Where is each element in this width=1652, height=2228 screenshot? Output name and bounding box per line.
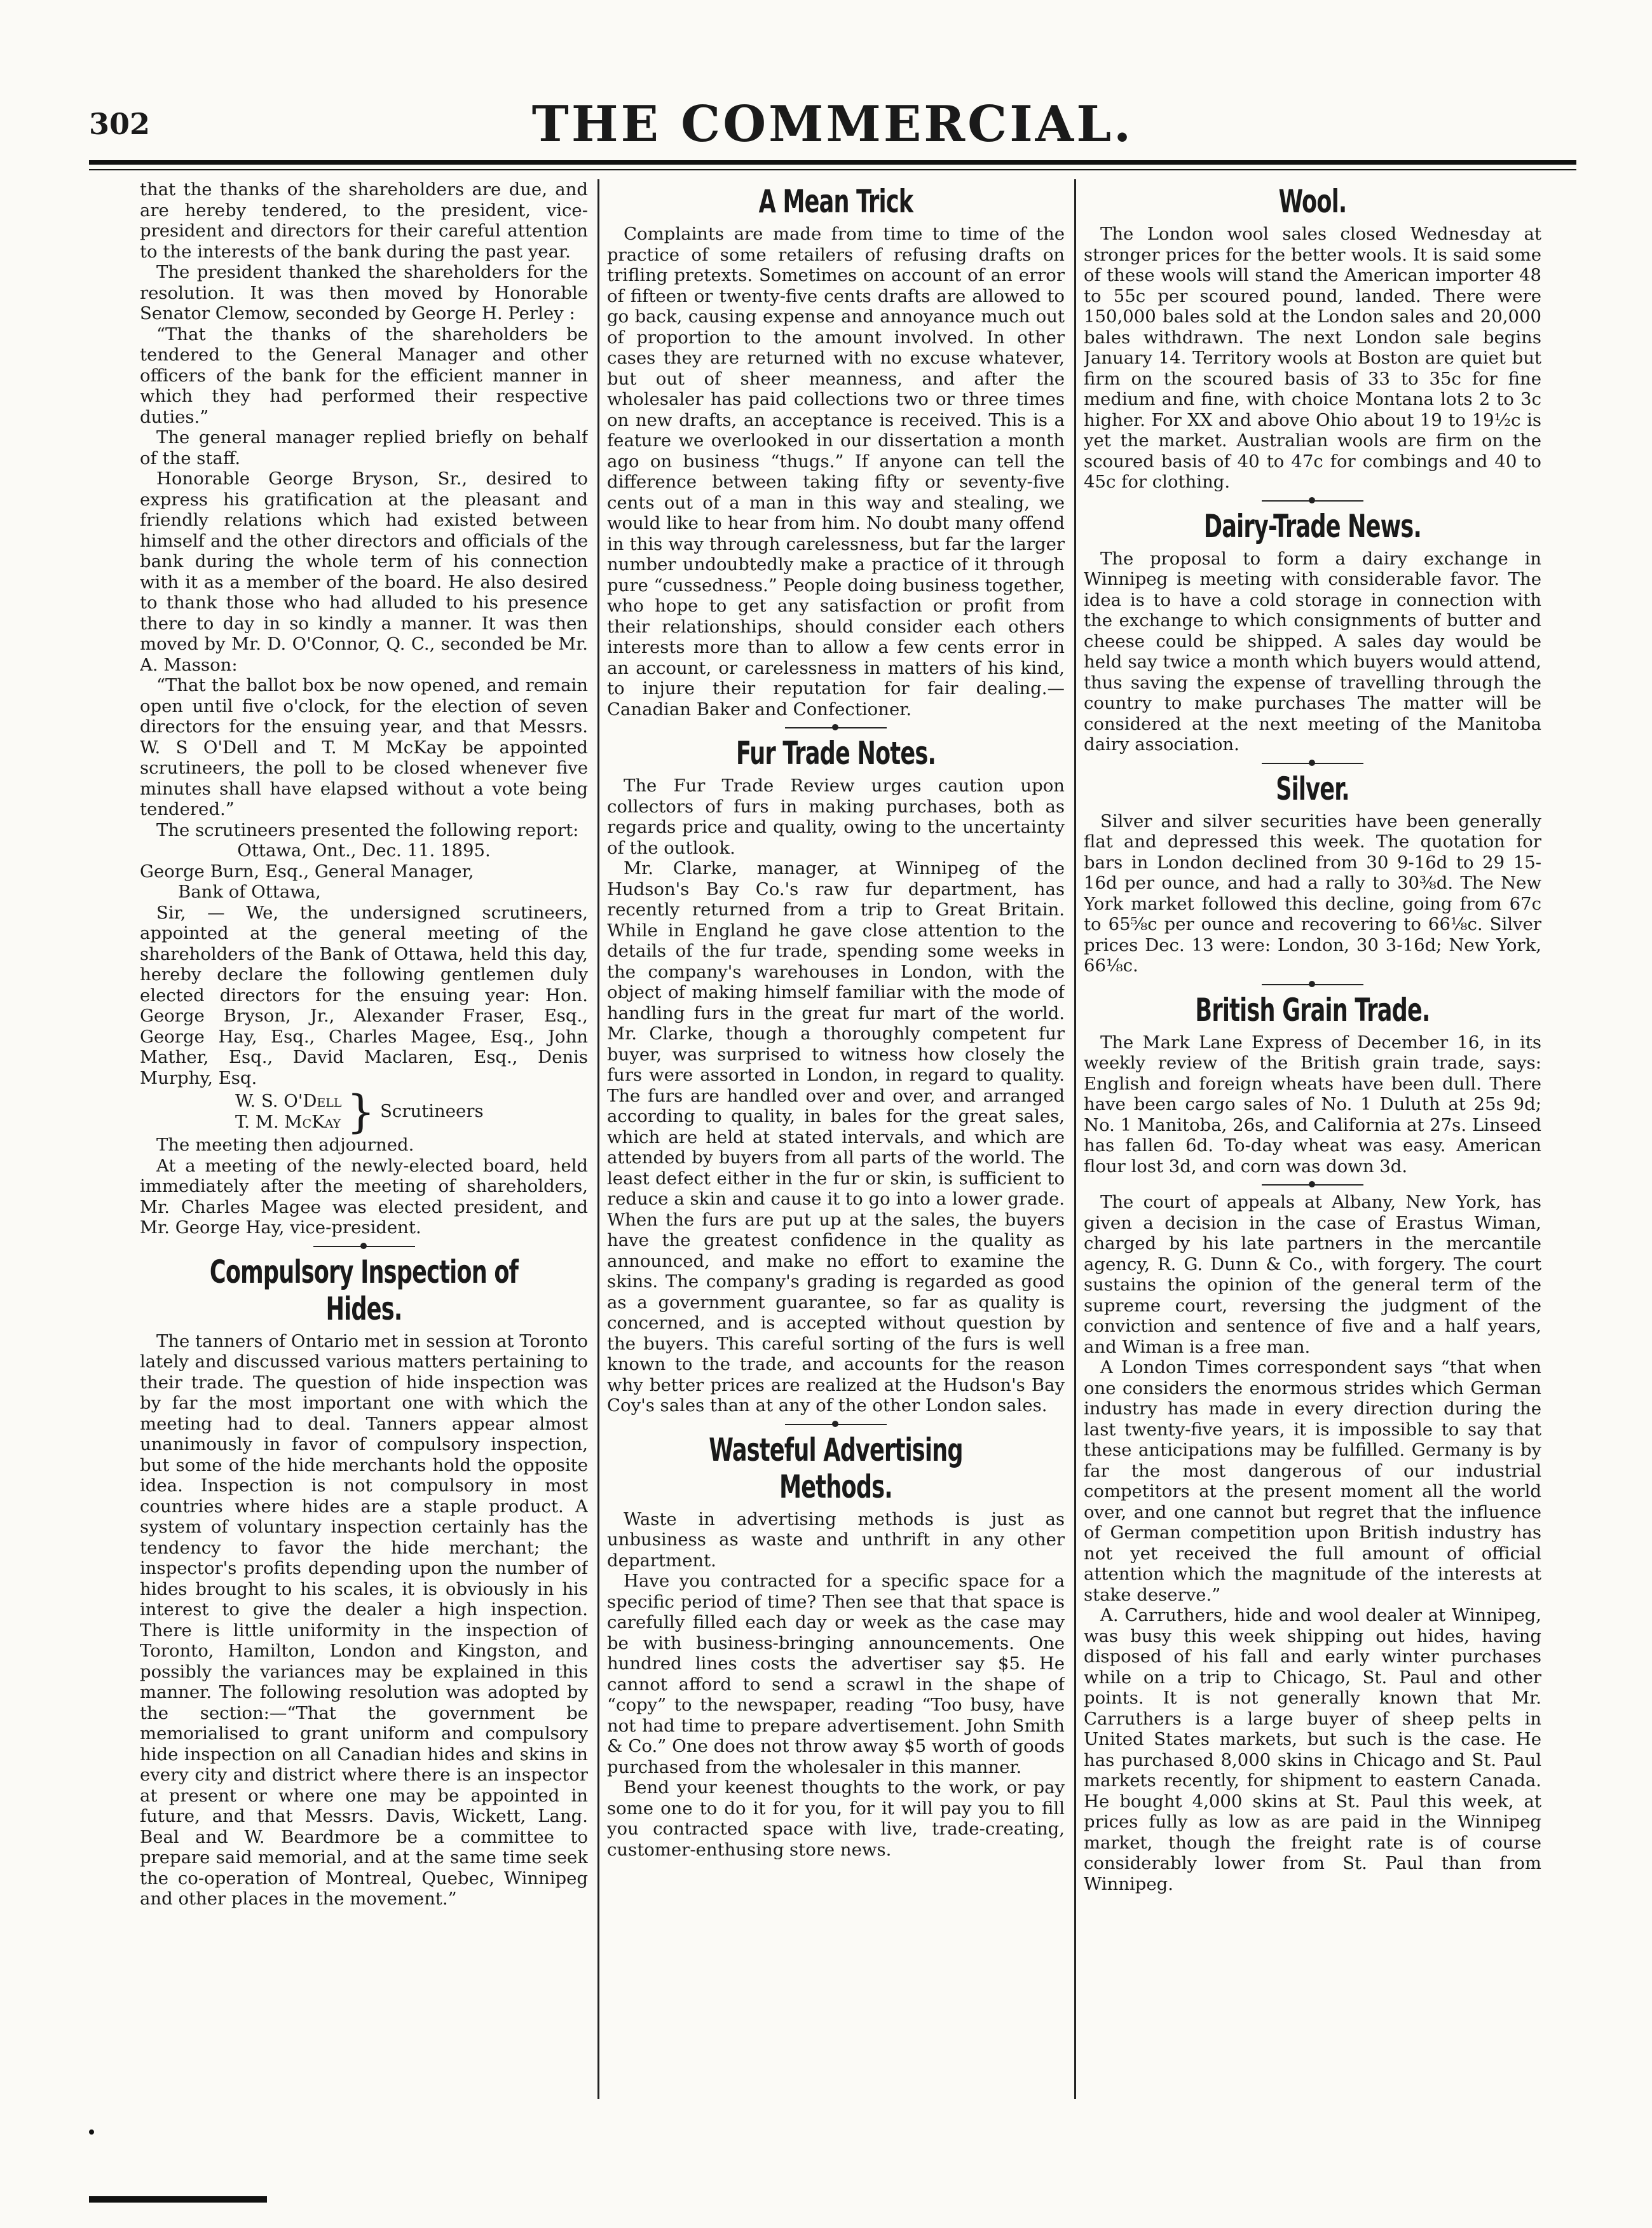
bank-meeting-para: that the thanks of the shareholders are due, and are hereby tendered, to the president, vice-president and directors for their careful attention to the interests of the bank during the past year.: [140, 179, 588, 262]
fur-trade-para: The Fur Trade Review urges caution upon collectors of furs in making purchases, both as regards price and quality, owing to the uncertainty of the outlook.: [607, 776, 1065, 858]
advertising-para: Have you contracted for a specific space for a specific period of time? Then see that that space is carefully filled each day or week as the case may be with business-bringing announcements. One hundred lines costs the advertiser say $5. He cannot afford to send a scrawl in the shape of “copy” to the newspaper, reading “Too busy, have not had time to prepare advertisement. John Smith & Co.” One does not throw away $5 worth of goods purchased from the wholesaler in this manner.: [607, 1571, 1065, 1777]
newspaper-title: THE COMMERCIAL.: [531, 95, 1134, 153]
report-dateline: Ottawa, Ont., Dec. 11. 1895.: [237, 840, 491, 861]
scrutineers-signature: [235, 1085, 588, 1138]
article-headline-wool: Wool.: [1278, 183, 1347, 220]
section-separator: [313, 1246, 415, 1247]
wool-para: The London wool sales closed Wednesday at stronger prices for the better wools. It is said some of these wools will stand the American importer 48 to 55c per scoured pound, landed. There were 150,000 bales sold at the London sales and 20,000 bales withdrawn. The next London sale begins January 14. Territory wools at Boston are quiet but firm on the scoured basis of 33 to 35c for fine medium and fine, with choice Montana lots 2 to 3c higher. For XX and above Ohio about 19 to 19½c is yet the market. Australian wools are firm on the scoured basis of 40 to 47c for combings and 40 to 45c for clothing.: [1084, 224, 1541, 492]
section-separator: [1262, 1184, 1363, 1186]
section-separator: [1262, 500, 1363, 502]
section-separator: [785, 1424, 887, 1425]
bank-meeting-para: Honorable George Bryson, Sr., desired to express his gratification at the pleasant and friendly relations which had existed between himself and the other directors and officials of the bank during the whole term of his connection with it as a member of the board. He also desired to thank those who had alluded to his presence there to day in so kindly a manner. It was then moved by Mr. D. O'Connor, Q. C., seconded be Mr. A. Masson:: [140, 468, 588, 675]
advertising-para: Waste in advertising methods is just as unbusiness as waste and unthrift in any other department.: [607, 1508, 1065, 1571]
report-addressee: George Burn, Esq., General Manager,: [140, 861, 474, 882]
article-headline-hides: Compulsory Inspection of Hides.: [209, 1253, 519, 1327]
scrutineers-label: Scrutineers: [380, 1101, 484, 1122]
dairy-para: The proposal to form a dairy exchange in Winnipeg is meeting with considerable favor. The idea is to have a cold storage in connection with the exchange to which consignments of butter and cheese could be shipped. A sales day would be held say twice a month which buyers would attend, thus saving the expense of travelling through the country to make purchases The matter will be considered at the next meeting of the Manitoba dairy association.: [1084, 548, 1541, 755]
article-headline-mean-trick: A Mean Trick: [758, 183, 913, 220]
misc-news-para: The court of appeals at Albany, New York, has given a decision in the case of Erastus Wiman, charged by his late partners in the mercantile agency, R. G. Dunn & Co., with forgery. The court sustains the opinion of the general term of the supreme court, reversing the judgment of the conviction and sentence of five and a half years, and Wiman is a free man.: [1084, 1192, 1541, 1357]
advertising-para: Bend your keenest thoughts to the work, or pay some one to do it for you, for it will pay you to fill you contracted space with live, trade-creating, customer-enthusing store news.: [607, 1777, 1065, 1860]
header-rule-thick: [89, 160, 1576, 165]
article-headline-grain: British Grain Trade.: [1195, 991, 1430, 1029]
scrutineer-name: T. M. McKay: [235, 1111, 341, 1132]
scrutineer-name: W. S. O'Dell: [235, 1091, 342, 1111]
column-3: [1084, 179, 1541, 2086]
hides-para: The tanners of Ontario met in session at Toronto lately and discussed various matters pertaining to their trade. The question of hide inspection was by far the most important one with which the meeting had to deal. Tanners appear almost unanimously in favor of compulsory inspection, but some of the hide merchants hold the opposite idea. Inspection is not compulsory in most countries where hides are a staple product. A system of voluntary inspection certainly has the tendency to favor the hide merchant; the inspector's profits depending upon the number of hides brought to his scales, it is obviously in his interest to give the dealer a high inspection. There is little uniformity in the inspection of Toronto, Hamilton, London and Kingston, and possibly the variances may be explained in this manner. The following resolution was adopted by the section:—“That the government be memorialised to grant uniform and compulsory hide inspection on all Canadian hides and skins in every city and district where there is an inspector at present or where one may be appointed in future, and that Messrs. Davis, Wickett, Lang. Beal and W. Beardmore be a committee to prepare said memorial, and at the same time seek the co-operation of Montreal, Quebec, Winnipeg and other places in the movement.”: [140, 1330, 588, 1909]
bank-meeting-para: The general manager replied briefly on behalf of the staff.: [140, 427, 588, 468]
brace-glyph: }: [346, 1085, 376, 1138]
misc-news-para: A London Times correspondent says “that when one considers the enormous strides which German industry has made in every direction during the last twenty-five years, it is impossible to say that these anticipations may be fulfilled. Germany is by far the most dangerous of our industrial competitors at the present moment all the world over, and one cannot but regret that the influence of German competition upon British industry has not yet received the full amount of official attention which the magnitude of the interests at stake deserve.”: [1084, 1357, 1541, 1605]
bank-meeting-para: “That the ballot box be now opened, and remain open until five o'clock, for the election of seven directors for the ensuing year, and that Messrs. W. S O'Dell and T. M McKay be appointed scrutineers, the poll to be closed whenever five minutes shall have elapsed without a vote being tendered.”: [140, 675, 588, 819]
silver-para: Silver and silver securities have been generally flat and depressed this week. The quotation for bars in London declined from 30 9-16d to 29 15-16d per ounce, and had a rally to 30⅜d. The New York market followed this decline, going from 67c to 65⅝c per ounce and recovering to 66⅛c. Silver prices Dec. 13 were: London, 30 3-16d; New York, 66⅛c.: [1084, 810, 1541, 976]
column-divider-2: [1074, 179, 1076, 2099]
bank-meeting-para: The meeting then adjourned.: [156, 1135, 414, 1155]
section-separator: [1262, 984, 1363, 985]
fur-trade-para: Mr. Clarke, manager, at Winnipeg of the Hudson's Bay Co.'s raw fur department, has recently returned from a trip to Great Britain. While in England he gave close attention to the details of the fur trade, spending some weeks in the company's warehouses in London, with the object of making himself familiar with the mode of handling furs in the great fur mart of the world. Mr. Clarke, though a thoroughly competent fur buyer, was surprised to witness how closely the furs were assorted in London, in regard to quality. The furs are handled over and over, and arranged according to quality, in bales for the great sales, which are held at stated intervals, and which are attended by buyers from all parts of the world. The least defect either in the fur or skin, is sufficient to reduce a skin and cause it to go into a lower grade. When the furs are put up at the sales, the buyers have the greatest confidence in the quality as announced, and make no effort to examine the skins. The company's grading is regarded as good as a government guarantee, so far as quality is concerned, and is accepted without question by the buyers. This careful sorting of the furs is well known to the trade, and accounts for the reason why better prices are realized at the Hudson's Bay Coy's sales than at any of the other London sales.: [607, 858, 1065, 1416]
report-addressee: Bank of Ottawa,: [178, 882, 321, 902]
column-divider-1: [597, 179, 599, 2099]
print-speck: [89, 2129, 94, 2135]
mean-trick-para: Complaints are made from time to time of the practice of some retailers of refusing drafts on trifling pretexts. Sometimes on account of an error of fifteen or twenty-five cents drafts are allowed to go back, causing expense and annoyance much out of proportion to the amount involved. In other cases they are returned with no excuse whatever, but out of sheer meanness, and after the wholesaler has paid collections two or three times on new drafts, an acceptance is received. This is a feature we overlooked in our dissertation a month ago on business “thugs.” If anyone can tell the difference between taking fifty or seventy-five cents out of a man in this way and stealing, we would like to hear from him. No doubt many offend in this way through carelessness, but far the larger number undoubtedly make a practice of it through pure “cussedness.” People doing business together, who hope to get any satisfaction or profit from their relationships, should consider each others interests more than to allow a few cents error in an account, or carelessness in matters of his kind, to injure their reputation for fair dealing.—Canadian Baker and Confectioner.: [607, 224, 1065, 720]
bank-meeting-para: “That the thanks of the shareholders be tendered to the General Manager and other officers of the bank for the efficient manner in which they had performed their respective duties.”: [140, 324, 588, 427]
page-number: 302: [89, 107, 151, 141]
footer-rule: [89, 2196, 267, 2203]
bank-meeting-para: The scrutineers presented the following report:: [156, 819, 579, 840]
misc-news-para: A. Carruthers, hide and wool dealer at Winnipeg, was busy this week shipping out hides, having disposed of his fall and early winter purchases while on a trip to Chicago, St. Paul and other points. It is not generally known that Mr. Carruthers is a large buyer of sheep pelts in United States markets, but such is the case. He has purchased 8,000 skins in Chicago and St. Paul markets recently, for shipment to eastern Canada. He bought 4,000 skins at St. Paul this week, at prices fully as low as are paid in the Winnipeg market, though the freight rate is of course considerably lower from St. Paul than from Winnipeg.: [1084, 1605, 1541, 1894]
column-2: [607, 179, 1065, 2086]
article-headline-dairy: Dairy-Trade News.: [1203, 507, 1422, 545]
bank-meeting-para: At a meeting of the newly-elected board, held immediately after the meeting of shareholders, Mr. Charles Magee was elected president, and Mr. George Hay, vice-president.: [140, 1155, 588, 1238]
column-1: [140, 179, 588, 2086]
article-headline-silver: Silver.: [1276, 770, 1349, 807]
section-separator: [785, 727, 887, 728]
bank-meeting-para: The president thanked the shareholders for the resolution. It was then moved by Honorable Senator Clemow, seconded by George H. Perley :: [140, 262, 588, 324]
report-body: Sir, — We, the undersigned scrutineers, appointed at the general meeting of the shareholders of the Bank of Ottawa, held this day, hereby declare the following gentlemen duly elected directors for the ensuing year: Hon. George Bryson, Jr., Alexander Fraser, Esq., George Hay, Esq., Charles Magee, Esq., John Mather, Esq., David Maclaren, Esq., Denis Murphy, Esq.: [140, 902, 588, 1088]
masthead: [89, 95, 1576, 165]
article-headline-fur-trade: Fur Trade Notes.: [735, 735, 936, 772]
section-separator: [1262, 763, 1363, 764]
grain-para: The Mark Lane Express of December 16, in its weekly review of the British grain trade, says: English and foreign wheats have been dull. There have been cargo sales of No. 1 Duluth at 25s 9d; No. 1 Manitoba, 26s, and California at 27s. Linseed has fallen 6d. To-day wheat was easy. American flour lost 3d, and corn was down 3d.: [1084, 1032, 1541, 1177]
article-headline-advertising: Wasteful Advertising Methods.: [709, 1431, 963, 1505]
header-rule-thin: [89, 169, 1576, 170]
